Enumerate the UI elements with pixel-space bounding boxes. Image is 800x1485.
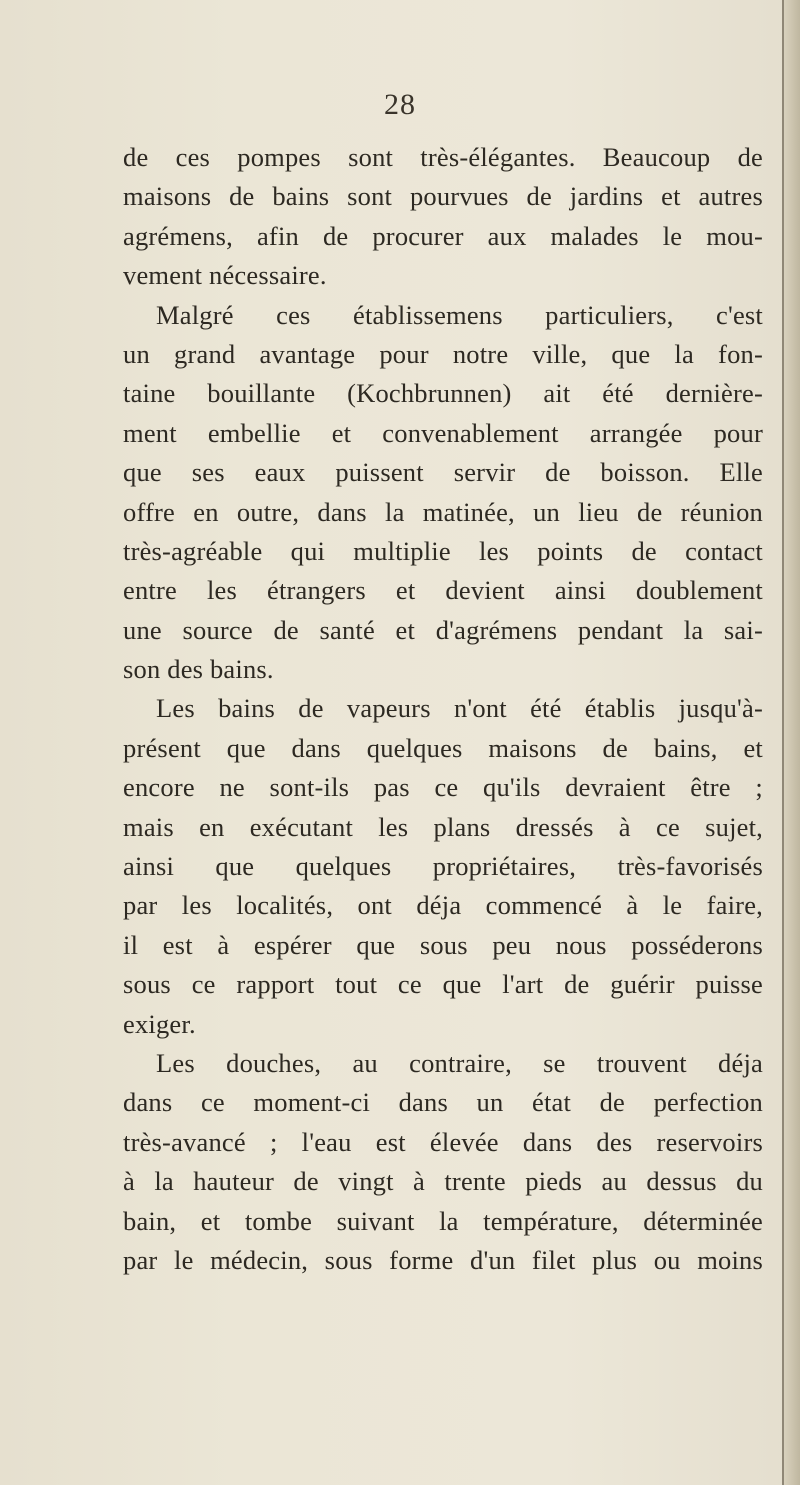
text-line: dans ce moment-ci dans un état de perfection [123,1087,763,1118]
text-line: agrémens, afin de procurer aux malades le mou- [123,220,763,251]
text-line: encore ne sont-ils pas ce qu'ils devraient être ; [123,772,763,803]
text-line: offre en outre, dans la matinée, un lieu de réunion [123,496,763,527]
text-line: une source de santé et d'agrémens pendant la sai- [123,614,763,645]
paragraph-start-line: Les douches, au contraire, se trouvent déja [156,1047,763,1078]
text-line: il est à espérer que sous peu nous posséderons [123,929,763,960]
text-line: ainsi que quelques propriétaires, très-favorisés [123,851,763,882]
paragraph-start-line: Les bains de vapeurs n'ont été établis jusqu'à- [156,693,763,724]
text-line: présent que dans quelques maisons de bains, et [123,732,763,763]
text-line: entre les étrangers et devient ainsi doublement [123,575,763,606]
text-line: de ces pompes sont très-élégantes. Beaucoup de [123,142,763,172]
text-line: ment embellie et convenablement arrangée pour [123,417,763,448]
text-line: à la hauteur de vingt à trente pieds au dessus du [123,1166,763,1197]
text-line: par les localités, ont déja commencé à le faire, [123,890,763,921]
text-line: par le médecin, sous forme d'un filet plus ou moins [123,1244,763,1275]
text-line: vement nécessaire. [123,260,327,291]
text-line: bain, et tombe suivant la température, déterminée [123,1205,763,1236]
text-line: très-agréable qui multiplie les points de contact [123,535,763,566]
text-line: son des bains. [123,654,274,685]
text-line: très-avancé ; l'eau est élevée dans des reservoirs [123,1126,763,1157]
text-line: un grand avantage pour notre ville, que la fon- [123,338,763,369]
body-text [123,138,763,1280]
text-line: mais en exécutant les plans dressés à ce sujet, [123,811,763,842]
text-line: maisons de bains sont pourvues de jardins et autres [123,181,763,212]
text-line: sous ce rapport tout ce que l'art de guérir puisse [123,969,763,1000]
text-line: taine bouillante (Kochbrunnen) ait été dernière- [123,378,763,409]
page-edge [782,0,800,1485]
text-line: exiger. [123,1008,196,1039]
page-number: 28 [384,88,416,121]
paragraph-start-line: Malgré ces établissemens particuliers, c'est [156,299,763,330]
text-line: que ses eaux puissent servir de boisson. Elle [123,457,763,488]
